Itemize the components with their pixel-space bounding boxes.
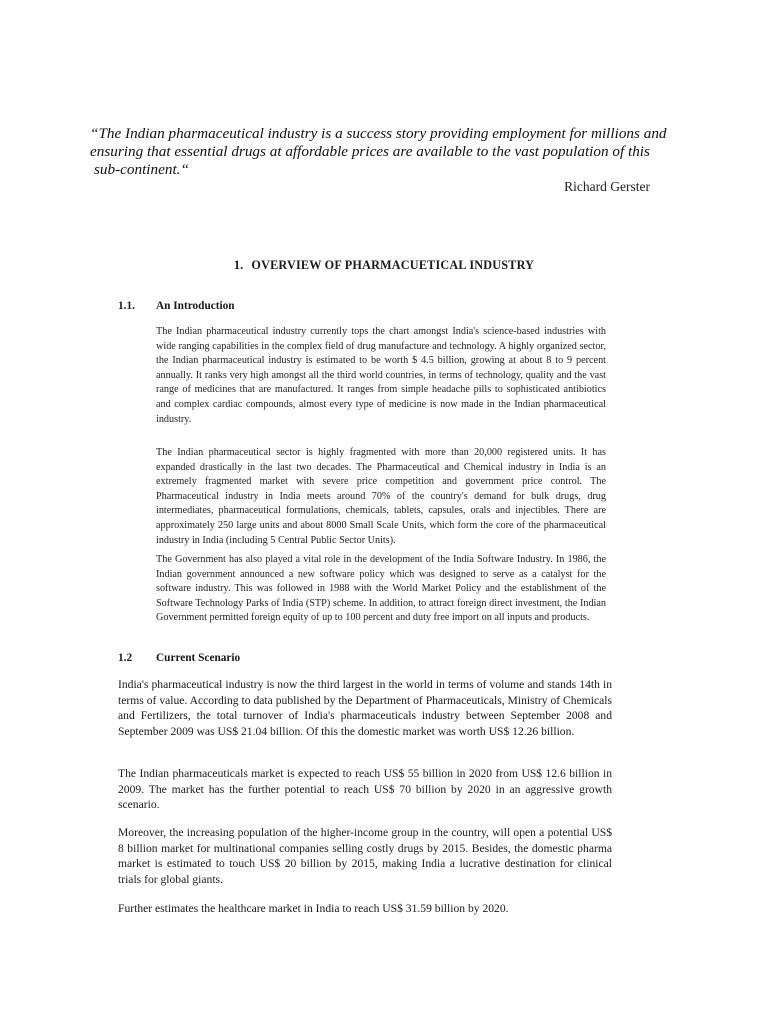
paragraph: Further estimates the healthcare market in India to reach US$ 31.59 billion by 2020. — [118, 902, 509, 915]
quote-line: sub-continent.“ — [94, 161, 189, 178]
epigraph-quote — [90, 125, 690, 179]
paragraph: The Government has also played a vital role in the development of the India Software Industry. In 1986, the Indian government announced a new software policy which was designed to serve as a catalyst for the software industry. This was followed in 1988 with the World Market Policy and the establishment of the Software Technology Parks of India (STP) scheme. In addition, to attract foreign direct investment, the Indian Government permitted foreign equity of up to 100 percent and duty free import on all inputs and products. — [156, 554, 606, 624]
paragraph: The Indian pharmaceuticals market is expected to reach US$ 55 billion in 2020 from US$ 12.6 billion in 2009. The market has the further potential to reach US$ 70 billion by 2020 in an aggressive growth scenario. — [118, 767, 612, 812]
chapter-title — [0, 258, 768, 273]
quote-author: Richard Gerster — [564, 179, 650, 194]
section-heading-text: Current Scenario — [156, 652, 241, 664]
paragraph: The Indian pharmaceutical sector is highly fragmented with more than 20,000 registered units. It has expanded drastically in the last two decades. The Pharmaceutical and Chemical industry in India is an extremely fragmented market with severe price competition and government price control. The Pharmaceutical industry in India meets around 70% of the country's demand for bulk drugs, drug intermediates, pharmaceutical formulations, chemicals, tablets, capsules, orals and injectibles. There are approximately 250 large units and about 8000 Small Scale Units, which form the core of the pharmaceutical industry in India (including 5 Central Public Sector Units). — [156, 447, 606, 546]
section-heading-current-scenario — [118, 652, 240, 664]
section-number: 1.2 — [118, 652, 133, 664]
section-heading-text: An Introduction — [156, 300, 235, 312]
section-heading-introduction — [118, 300, 235, 312]
chapter-number: 1. — [233, 258, 244, 272]
paragraph: Moreover, the increasing population of the higher-income group in the country, will open a potential US$ 8 billion market for multinational companies selling costly drugs by 2015. Besides, the domestic pharma market is estimated to touch US$ 20 billion by 2015, making India a lucrative destination for clinical trials for global giants. — [118, 826, 612, 886]
paragraph: The Indian pharmaceutical industry currently tops the chart amongst India's science-based industries with wide ranging capabilities in the complex field of drug manufacture and technology. A highly organized sector, the Indian pharmaceutical industry is estimated to be worth $ 4.5 billion, growing at about 8 to 9 percent annually. It ranks very high amongst all the third world countries, in terms of technology, quality and the vast range of medicines that are manufactured. It ranges from simple headache pills to sophisticated antibiotics and complex cardiac compounds, almost every type of medicine is now made in the Indian pharmaceutical industry. — [156, 326, 606, 425]
quote-line: “The Indian pharmaceutical industry is a success story providing employment for millions and — [90, 125, 667, 142]
chapter-title-text: OVERVIEW OF PHARMACUETICAL INDUSTRY — [251, 258, 535, 272]
quote-line: ensuring that essential drugs at affordable prices are available to the vast population of this — [90, 143, 650, 160]
section-number: 1.1. — [118, 300, 135, 312]
paragraph: India's pharmaceutical industry is now the third largest in the world in terms of volume and stands 14th in terms of value. According to data published by the Department of Pharmaceuticals, Ministry of Chemicals and Fertilizers, the total turnover of India's pharmaceuticals industry between September 2008 and September 2009 was US$ 21.04 billion. Of this the domestic market was worth US$ 12.26 billion. — [118, 678, 612, 738]
